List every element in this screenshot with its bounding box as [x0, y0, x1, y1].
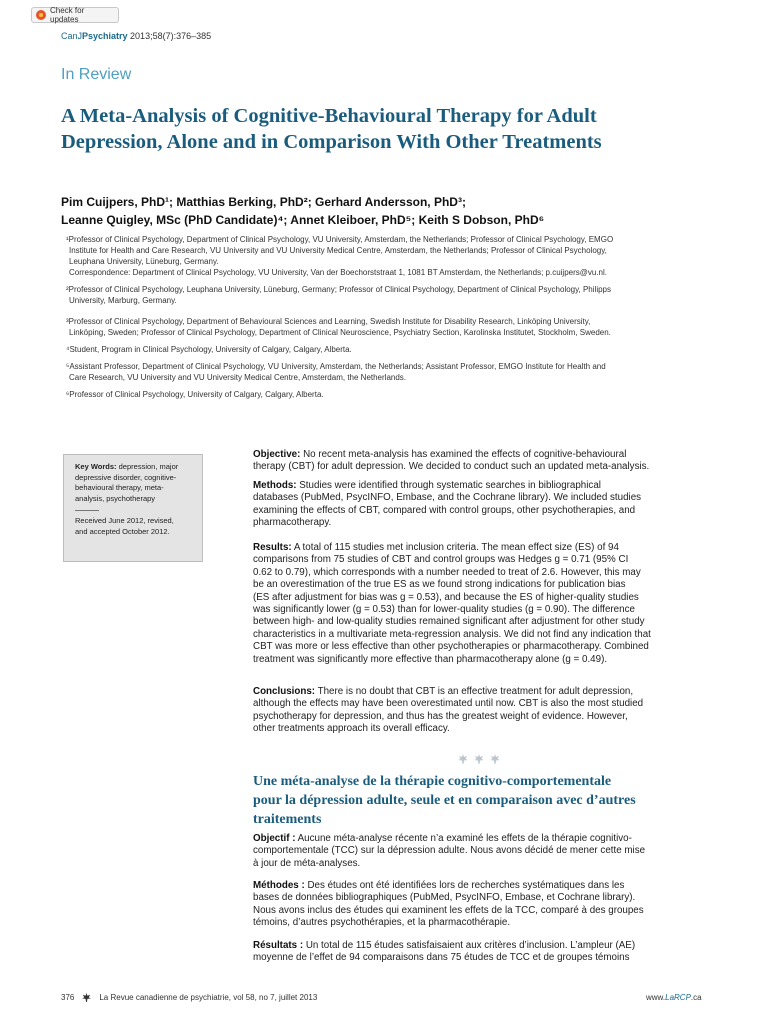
journal-name-part2: Psychiatry: [82, 31, 128, 41]
abstract-text: comparisons from 75 studies of CBT and control groups was Hedges g = 0.71 (95% CI: [253, 554, 629, 566]
abstract-results: [253, 542, 711, 666]
check-for-updates-label: Check for updates: [50, 6, 85, 24]
affiliation-2: [66, 284, 706, 306]
abstract-text: between high- and low-quality studies remained significant after adjustment for other study: [253, 616, 645, 628]
abstract-text: Un total de 115 études satisfaisaient aux critères d’inclusion. L’ampleur (AE): [303, 940, 636, 951]
affiliation-line: ⁶Professor of Clinical Psychology, University of Calgary, Calgary, Alberta.: [66, 390, 324, 399]
abstract-text: There is no doubt that CBT is an effective treatment for adult depression,: [315, 686, 634, 697]
affiliation-line: ⁴Student, Program in Clinical Psychology, University of Calgary, Calgary, Alberta.: [66, 345, 352, 354]
abstract-text: moyenne de l’effet de 94 comparaisons dans 75 études de TCC et de groupes témoins: [253, 952, 630, 964]
affiliation-line: Care Research, VU University and VU University Medical Centre, Amsterdam, the Netherlands.: [69, 373, 407, 382]
url-brand: LaRCP: [665, 993, 691, 1002]
abstract-text: databases (PubMed, PsycINFO, Embase, and the Cochrane library). We included studies: [253, 492, 642, 504]
abstract-text: Des études ont été identifiées lors de recherches systématiques dans les: [304, 880, 625, 891]
abstract-text: (ES after adjustment for bias was g = 0.53), and because the ES of higher-quality studies: [253, 591, 639, 603]
journal-citation: [61, 31, 211, 41]
article-title-line: A Meta-Analysis of Cognitive-Behavioural Therapy for Adult: [61, 105, 597, 127]
author-line: Leanne Quigley, MSc (PhD Candidate)⁴; Annet Kleiboer, PhD⁵; Keith S Dobson, PhD⁶: [61, 213, 545, 227]
abstract-text: bases de données bibliographiques (PubMed, PsycINFO, Embase, et Cochrane library).: [253, 892, 636, 904]
crossmark-icon: [36, 10, 46, 20]
abstract-text: Nous avons inclus des études qui examinent les effets de la TCC, comparé à des groupes: [253, 904, 644, 916]
abstract-heading: Méthodes :: [253, 880, 305, 891]
abstract-text: à jour de méta-analyses.: [253, 857, 361, 869]
maple-leaf-icon: [82, 993, 91, 1002]
abstract-text: comportementale (TCC) sur la dépression adulte. Nous avons décidé de mener cette mise: [253, 845, 646, 857]
affiliation-line: Linköping, Sweden; Professor of Clinical Psychology, Department of Clinical Neuroscience, Psychiatry Section, Karolinska Institutet, Stockholm, Sweden.: [69, 328, 611, 337]
article-title: [61, 103, 721, 155]
abstract-text: No recent meta-analysis has examined the effects of cognitive-behavioural: [300, 449, 627, 460]
keywords-box: [63, 454, 203, 562]
abstract-text: characteristics in a multivariate meta-regression analysis. We did not find any indication that: [253, 628, 651, 640]
affiliation-line: University, Marburg, Germany.: [69, 296, 177, 305]
abstract-heading: Objectif :: [253, 833, 296, 844]
french-title-line: Une méta-analyse de la thérapie cognitivo-comportementale: [253, 774, 612, 789]
abstract-text: therapy (CBT) for adult depression. We decided to conduct such an updated meta-analysis.: [253, 461, 650, 473]
abstract-methods: [253, 480, 711, 530]
abstract-heading: Results:: [253, 542, 292, 553]
affiliation-line: ¹Professor of Clinical Psychology, Department of Clinical Psychology, VU University, Amsterdam, the Netherlands; Professor of Clinical Psychology, EMGO: [66, 235, 614, 244]
received-dates: and accepted October 2012.: [75, 526, 170, 536]
journal-url-link[interactable]: [646, 993, 702, 1002]
abstract-text: was significantly lower (g = 0.53) than for lower-quality studies (g = 0.90). The difference: [253, 604, 635, 616]
abstract-heading: Résultats :: [253, 940, 304, 951]
abstract-heading: Objective:: [253, 449, 301, 460]
abstract-conclusions: [253, 686, 711, 736]
journal-volume: 2013;58(7):376–385: [127, 31, 212, 41]
abstract-heading: Methods:: [253, 480, 297, 491]
abstract-objective: [253, 449, 711, 474]
abstract-heading: Conclusions:: [253, 686, 316, 697]
affiliation-line: ³Professor of Clinical Psychology, Department of Behavioural Sciences and Learning, Swedish Institute for Disability Research, Linköping University,: [66, 317, 591, 326]
abstract-text: Studies were identified through systematic searches in bibliographical: [296, 480, 601, 491]
french-objectif: [253, 833, 711, 870]
french-title-line: pour la dépression adulte, seule et en comparaison avec d’autres: [253, 793, 636, 808]
keywords-label: Key Words:: [75, 462, 117, 471]
journal-name-part1: CanJ: [61, 31, 83, 41]
abstract-text: pharmacotherapy.: [253, 517, 332, 529]
received-dates: Received June 2012, revised,: [75, 516, 174, 525]
abstract-text: other treatments approach its overall efficacy.: [253, 723, 450, 735]
url-suffix: .ca: [690, 993, 702, 1002]
abstract-text: CBT was more or less effective than other psychotherapies or pharmacotherapy. Combined: [253, 641, 649, 653]
maple-leaf-divider-icon: [458, 754, 502, 767]
abstract-text: 0.62 to 0.79), which corresponds with a number needed to treat of 2.6. However, this may: [253, 566, 641, 578]
abstract-text: although the effects may have been overestimated until now. CBT is also the most studied: [253, 698, 644, 710]
affiliation-4: [66, 344, 706, 355]
keywords-text: analysis, psychotherapy: [75, 493, 156, 503]
author-line: Pim Cuijpers, PhD¹; Matthias Berking, PhD²; Gerhard Andersson, PhD³;: [61, 195, 466, 209]
footer-citation: La Revue canadienne de psychiatrie, vol 58, no 7, juillet 2013: [99, 993, 318, 1002]
url-prefix: www.: [646, 993, 666, 1002]
abstract-text: Aucune méta-analyse récente n’a examiné les effets de la thérapie cognitivo-: [295, 833, 632, 844]
french-methodes: [253, 880, 711, 930]
abstract-text: examining the effects of CBT, compared with control groups, other psychotherapies, and: [253, 504, 636, 516]
affiliation-line: Correspondence: Department of Clinical Psychology, VU University, Van der Boechorststraat 1, 1081 BT Amsterdam, the Netherlands; p.cuijpers@vu.nl.: [69, 268, 608, 277]
keywords-divider: [75, 510, 99, 511]
abstract-text: treatment was significantly more effective than pharmacotherapy alone (g = 0.49).: [253, 653, 608, 665]
affiliation-line: Leuphana University, Lüneburg, Germany.: [69, 257, 219, 266]
affiliation-5: [66, 361, 706, 383]
abstract-text: A total of 115 studies met inclusion criteria. The mean effect size (ES) of 94: [291, 542, 619, 553]
french-title: [253, 772, 713, 829]
article-title-line: Depression, Alone and in Comparison With Other Treatments: [61, 131, 602, 153]
affiliation-line: Institute for Health and Care Research, VU University and VU University Medical Centre, Amsterdam, the Netherlands; Professor of Clinical Psychology,: [69, 246, 607, 255]
abstract-text: be an overestimation of the true ES as we found strong indications for publication bias: [253, 579, 626, 591]
affiliation-6: [66, 389, 706, 400]
keywords-text: depression, major: [116, 462, 179, 471]
affiliation-line: ⁵Assistant Professor, Department of Clinical Psychology, VU University, Amsterdam, the Netherlands; Assistant Professor, EMGO Institute for Health and: [66, 362, 606, 371]
check-for-updates-button[interactable]: [31, 7, 119, 23]
page-number: 376: [61, 993, 75, 1002]
abstract-text: témoins, d’autres psychothérapies, et la pharmacothérapie.: [253, 917, 511, 929]
section-label: In Review: [61, 66, 132, 83]
keywords-text: behavioural therapy, meta-: [75, 483, 164, 492]
french-resultats: [253, 940, 711, 965]
abstract-text: psychotherapy for depression, and thus has the greatest weight of evidence. However,: [253, 710, 628, 722]
author-list: [61, 193, 544, 229]
affiliation-1: [66, 234, 706, 278]
affiliation-3: [66, 316, 706, 338]
french-title-line: traitements: [253, 812, 322, 827]
affiliation-line: ²Professor of Clinical Psychology, Leuphana University, Lüneburg, Germany; Professor of Clinical Psychology, Department of Clinical Psychology, Philipps: [66, 285, 611, 294]
keywords-text: depressive disorder, cognitive-: [75, 472, 177, 482]
page-footer: [61, 993, 317, 1002]
